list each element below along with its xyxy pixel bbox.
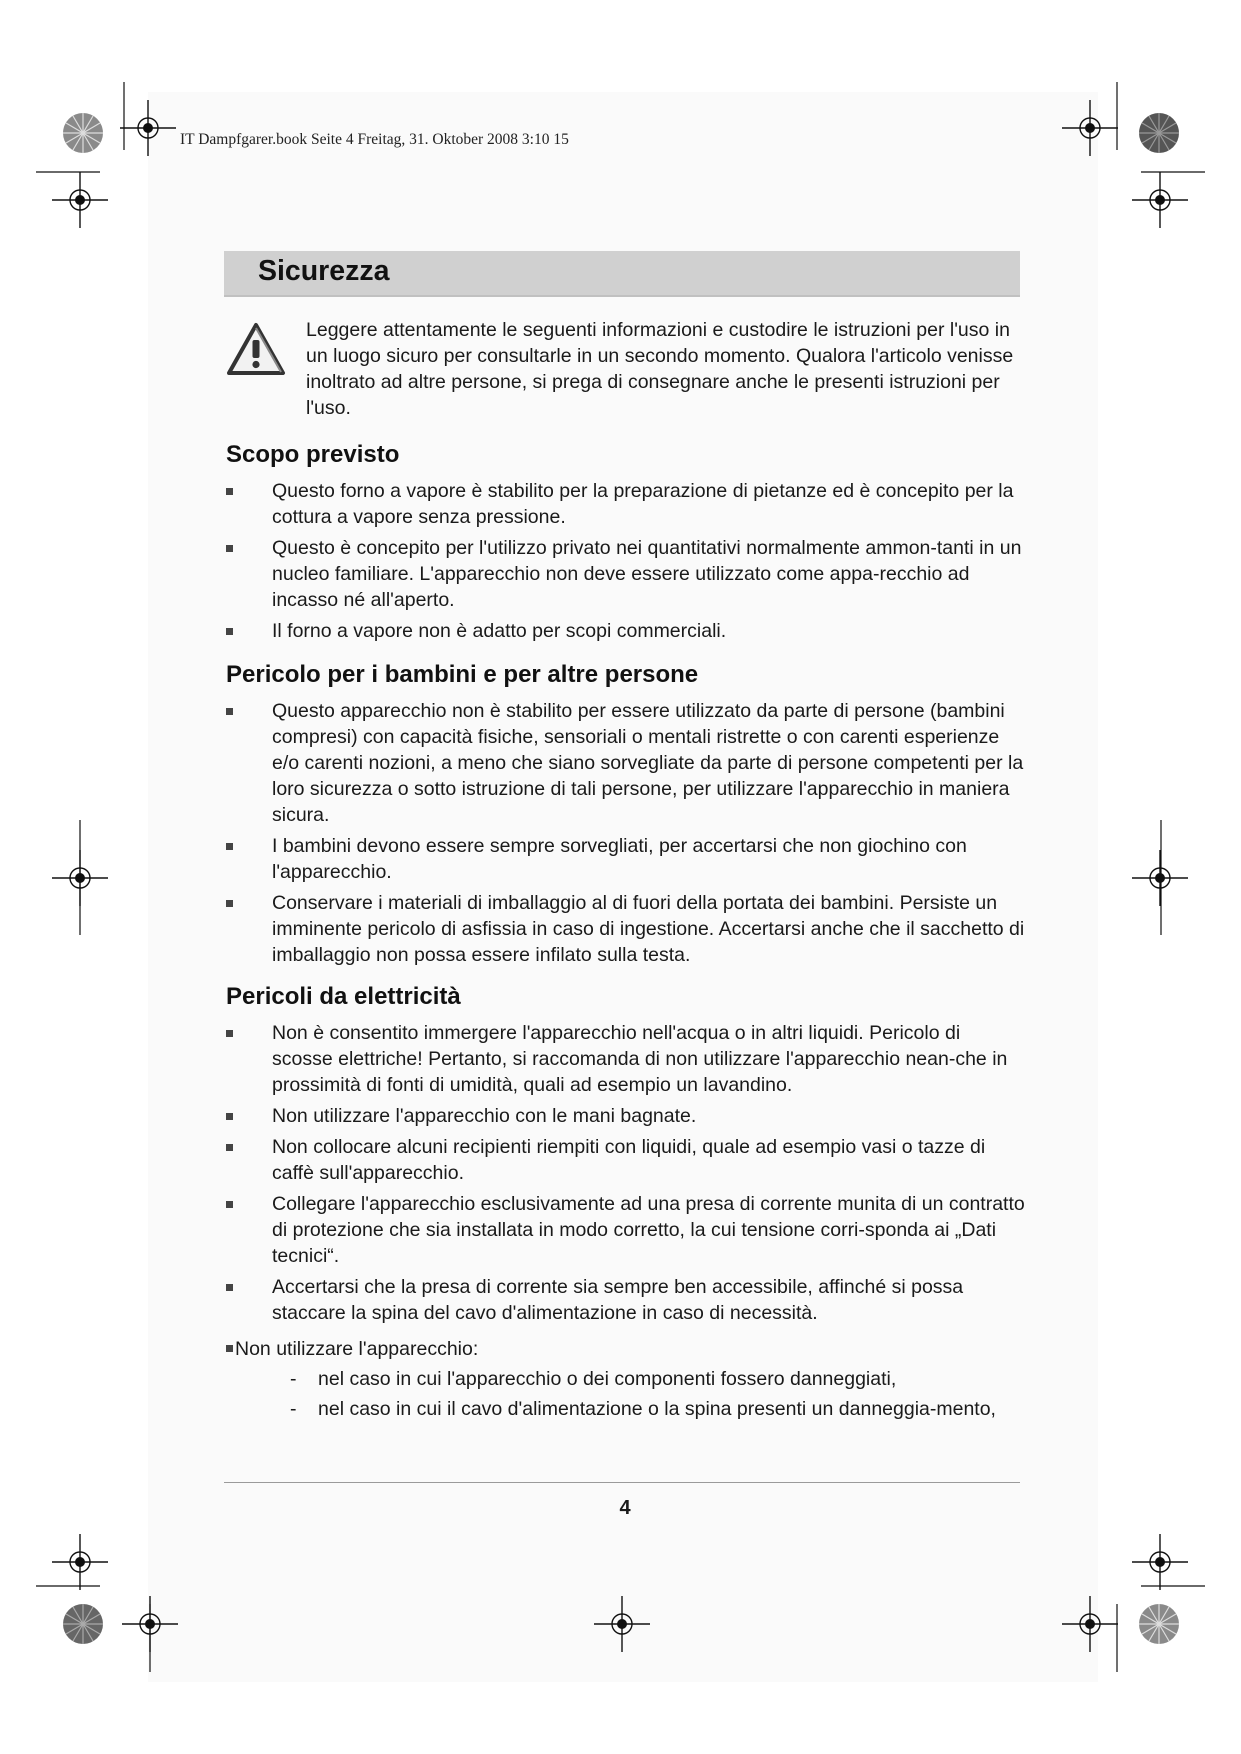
bullet-icon [226,843,233,850]
bullet-icon [226,1345,233,1352]
warning-triangle-icon [226,322,286,376]
list-item: Conservare i materiali di imballaggio al di fuori della portata dei bambini. Persiste un imminente pericolo di asfissia in caso di ingestione. Accertarsi anche che il sacchetto di imballaggio non possa essere infilato sulla testa. [226,890,1026,968]
list-item: Non collocare alcuni recipienti riempiti con liquidi, quale ad esempio vasi o tazze di caffè sull'apparecchio. [226,1134,1026,1186]
list-item: Questo apparecchio non è stabilito per essere utilizzato da parte di persone (bambini compresi) con capacità fisiche, sensoriali o mentali ristrette o con carenti esperienze e/o carenti nozioni, a meno che siano sorvegliate da parte di persone competenti per la loro sicurezza o sotto istruzione di tali persone, per utilizzare l'apparecchio in maniera sicura. [226,698,1026,828]
list-item: - nel caso in cui l'apparecchio o dei componenti fossero danneggiati, [290,1368,897,1390]
bullet-icon [226,708,233,715]
list-item: I bambini devono essere sempre sorvegliati, per accertarsi che non giochino con l'apparecchio. [226,833,1026,885]
bullet-list [226,1020,1026,1331]
footer-rule [224,1482,1020,1483]
bullet-list [226,478,1026,649]
section-title: Scopo previsto [226,441,400,468]
bullet-icon [226,488,233,495]
section-title: Pericolo per i bambini e per altre persone [226,661,699,688]
dash-list [290,1366,1020,1426]
list-item: Questo forno a vapore è stabilito per la preparazione di pietanze ed è concepito per la cottura a vapore senza pressione. [226,478,1026,530]
section-title: Pericoli da elettricità [226,983,461,1010]
print-slug: IT Dampfgarer.book Seite 4 Freitag, 31. Oktober 2008 3:10 15 [180,131,569,148]
page-number: 4 [619,1497,631,1519]
title-bar [224,251,1020,297]
bullet-icon [226,628,233,635]
bullet-icon [226,1030,233,1037]
closing-lead: Non utilizzare l'apparecchio: [226,1336,478,1362]
dash-icon: - [290,1368,297,1390]
page-title: Sicurezza [258,255,390,287]
bullet-icon [226,1284,233,1291]
dash-icon: - [290,1398,297,1420]
bullet-icon [226,1113,233,1120]
list-item: Collegare l'apparecchio esclusivamente ad una presa di corrente munita di un contratto di protezione che sia installata in modo corretto, la cui tensione corri-sponda ai „Dati tecnici“. [226,1191,1026,1269]
list-item: Non è consentito immergere l'apparecchio nell'acqua o in altri liquidi. Pericolo di scosse elettriche! Pertanto, si raccomanda di non utilizzare l'apparecchio nean-che in prossimità di fonti di umidità, quali ad esempio un lavandino. [226,1020,1026,1098]
intro-text: Leggere attentamente le seguenti informazioni e custodire le istruzioni per l'uso in un luogo sicuro per consultarle in un secondo momento. Qualora l'articolo venisse inoltrato ad altre persone, si prega di consegnare anche le presenti istruzioni per l'uso. [306,319,1014,419]
bullet-icon [226,545,233,552]
list-item: Questo è concepito per l'utilizzo privato nei quantitativi normalmente ammon-tanti in un nucleo familiare. L'apparecchio non deve essere utilizzato come appa-recchio ad incasso né all'aperto. [226,535,1026,613]
list-item: Il forno a vapore non è adatto per scopi commerciali. [226,618,1026,644]
bullet-icon [226,900,233,907]
list-item: Accertarsi che la presa di corrente sia sempre ben accessibile, affinché si possa staccare la spina del cavo d'alimentazione in caso di necessità. [226,1274,1026,1326]
bullet-list [226,698,1026,973]
list-item: Non utilizzare l'apparecchio con le mani bagnate. [226,1103,1026,1129]
list-item: - nel caso in cui il cavo d'alimentazione o la spina presenti un danneggia-mento, [290,1398,996,1420]
bullet-icon [226,1144,233,1151]
bullet-icon [226,1201,233,1208]
